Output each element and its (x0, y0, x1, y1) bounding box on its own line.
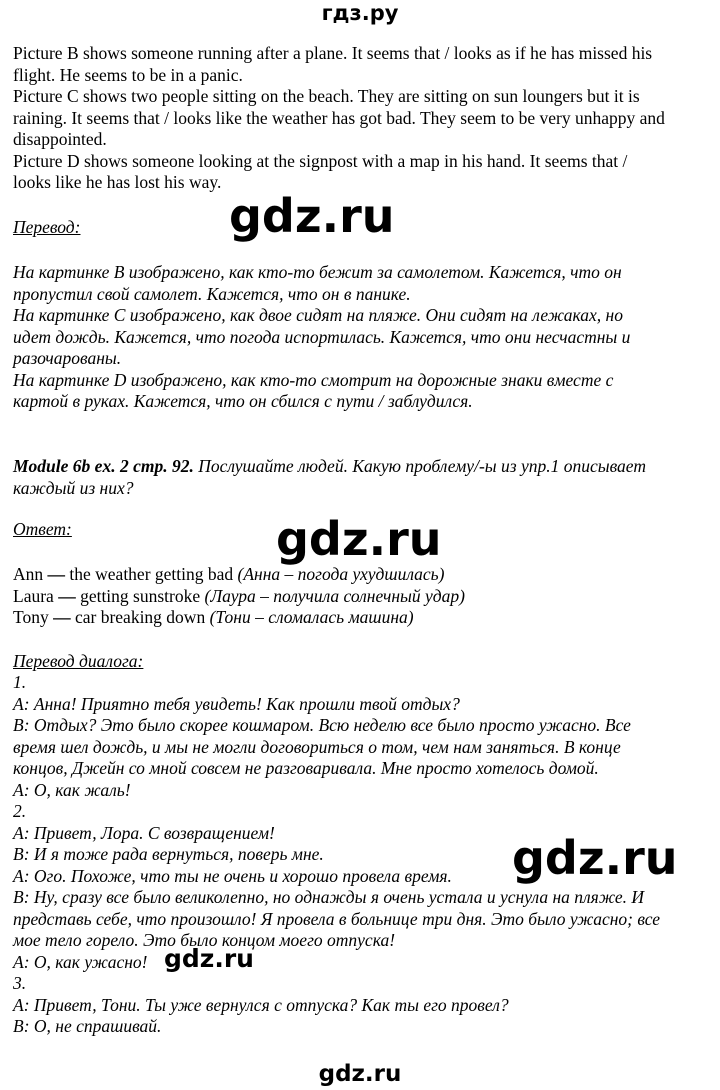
text-line: Picture C shows two people sitting on the beach. They are sitting on sun loungers but it is (13, 86, 640, 106)
watermark: gdz.ru (164, 944, 254, 973)
answer-heading: Ответ: (13, 519, 72, 539)
dialog-line: B: И я тоже рада вернуться, поверь мне. (13, 844, 324, 864)
dialog-line: 2. (13, 801, 27, 821)
watermark: gdz.ru (229, 189, 395, 243)
translation-block (13, 262, 713, 413)
site-header: гдз.ру (321, 1, 399, 25)
dialog-line: концов, Джейн со мной совсем не разговаривала. Мне просто хотелось домой. (13, 758, 599, 778)
dialog-line: мое тело горело. Это было концом моего отпуска! (13, 930, 396, 950)
text-line: идет дождь. Кажется, что погода испортилась. Кажется, что они несчастны и (13, 326, 631, 347)
watermark: gdz.ru (512, 831, 678, 885)
answer-item: Laura — getting sunstroke (Лаура – получила солнечный удар) (13, 585, 465, 606)
text-line: looks like he has lost his way. (13, 172, 222, 192)
text-line: Picture D shows someone looking at the signpost with a map in his hand. It seems that / (13, 150, 628, 171)
dialog-heading: Перевод диалога: (13, 651, 144, 671)
dialog-line: A: Привет, Лора. С возвращением! (13, 822, 275, 843)
task-reference: Module 6b ex. 2 стр. 92. (13, 456, 194, 476)
answer-item: Ann — the weather getting bad (Анна – погода ухудшилась) (13, 564, 445, 584)
watermark: gdz.ru (276, 512, 442, 566)
task-statement (13, 456, 713, 499)
dialog-line: A: Привет, Тони. Ты уже вернулся с отпуска? Как ты его провел? (13, 994, 509, 1015)
dialog-line: A: О, как ужасно! (13, 951, 148, 972)
dialog-line: A: О, как жаль! (13, 779, 131, 800)
answer-item: Tony — car breaking down (Тони – сломалась машина) (13, 607, 414, 627)
text-line: пропустил свой самолет. Кажется, что он в панике. (13, 283, 411, 304)
text-line: На картинке B изображено, как кто-то бежит за самолетом. Кажется, что он (13, 262, 622, 282)
translation-heading: Перевод: (13, 217, 81, 237)
text-line: Picture B shows someone running after a plane. It seems that / looks as if he has missed his (13, 43, 653, 63)
text-line: flight. He seems to be in a panic. (13, 64, 243, 85)
dialog-line: время шел дождь, и мы не могли договориться о том, чем нам заняться. В конце (13, 736, 621, 757)
text-line: disappointed. (13, 129, 107, 149)
dialog-line: B: Ну, сразу все было великолепно, но однажды я очень устала и уснула на пляже. И (13, 887, 645, 907)
dialog-line: B: О, не спрашивай. (13, 1016, 162, 1036)
text-line: На картинке C изображено, как двое сидят на пляже. Они сидят на лежаках, но (13, 305, 623, 325)
task-text: каждый из них? (13, 477, 134, 498)
text-line: На картинке D изображено, как кто-то смотрит на дорожные знаки вместе с (13, 369, 614, 390)
english-answer (13, 43, 713, 194)
dialog-line: B: Отдых? Это было скорее кошмаром. Всю неделю все было просто ужасно. Все (13, 715, 631, 735)
text-line: raining. It seems that / looks like the weather has got bad. They seem to be very unhappy and (13, 107, 665, 128)
dialog-line: представь себе, что произошло! Я провела в больнице три дня. Это было ужасно; все (13, 908, 661, 929)
answer-list (13, 564, 713, 629)
dialog-line: A: Анна! Приятно тебя увидеть! Как прошли твой отдых? (13, 693, 460, 714)
dialog-line: A: Ого. Похоже, что ты не очень и хорошо провела время. (13, 865, 452, 886)
text-line: картой в руках. Кажется, что он сбился с пути / заблудился. (13, 391, 473, 411)
dialog-line: 1. (13, 672, 27, 692)
task-text: Послушайте людей. Какую проблему/-ы из упр.1 описывает (193, 456, 646, 476)
dialog-line: 3. (13, 973, 27, 993)
text-line: разочарованы. (13, 348, 122, 368)
site-footer: gdz.ru (318, 1061, 402, 1087)
